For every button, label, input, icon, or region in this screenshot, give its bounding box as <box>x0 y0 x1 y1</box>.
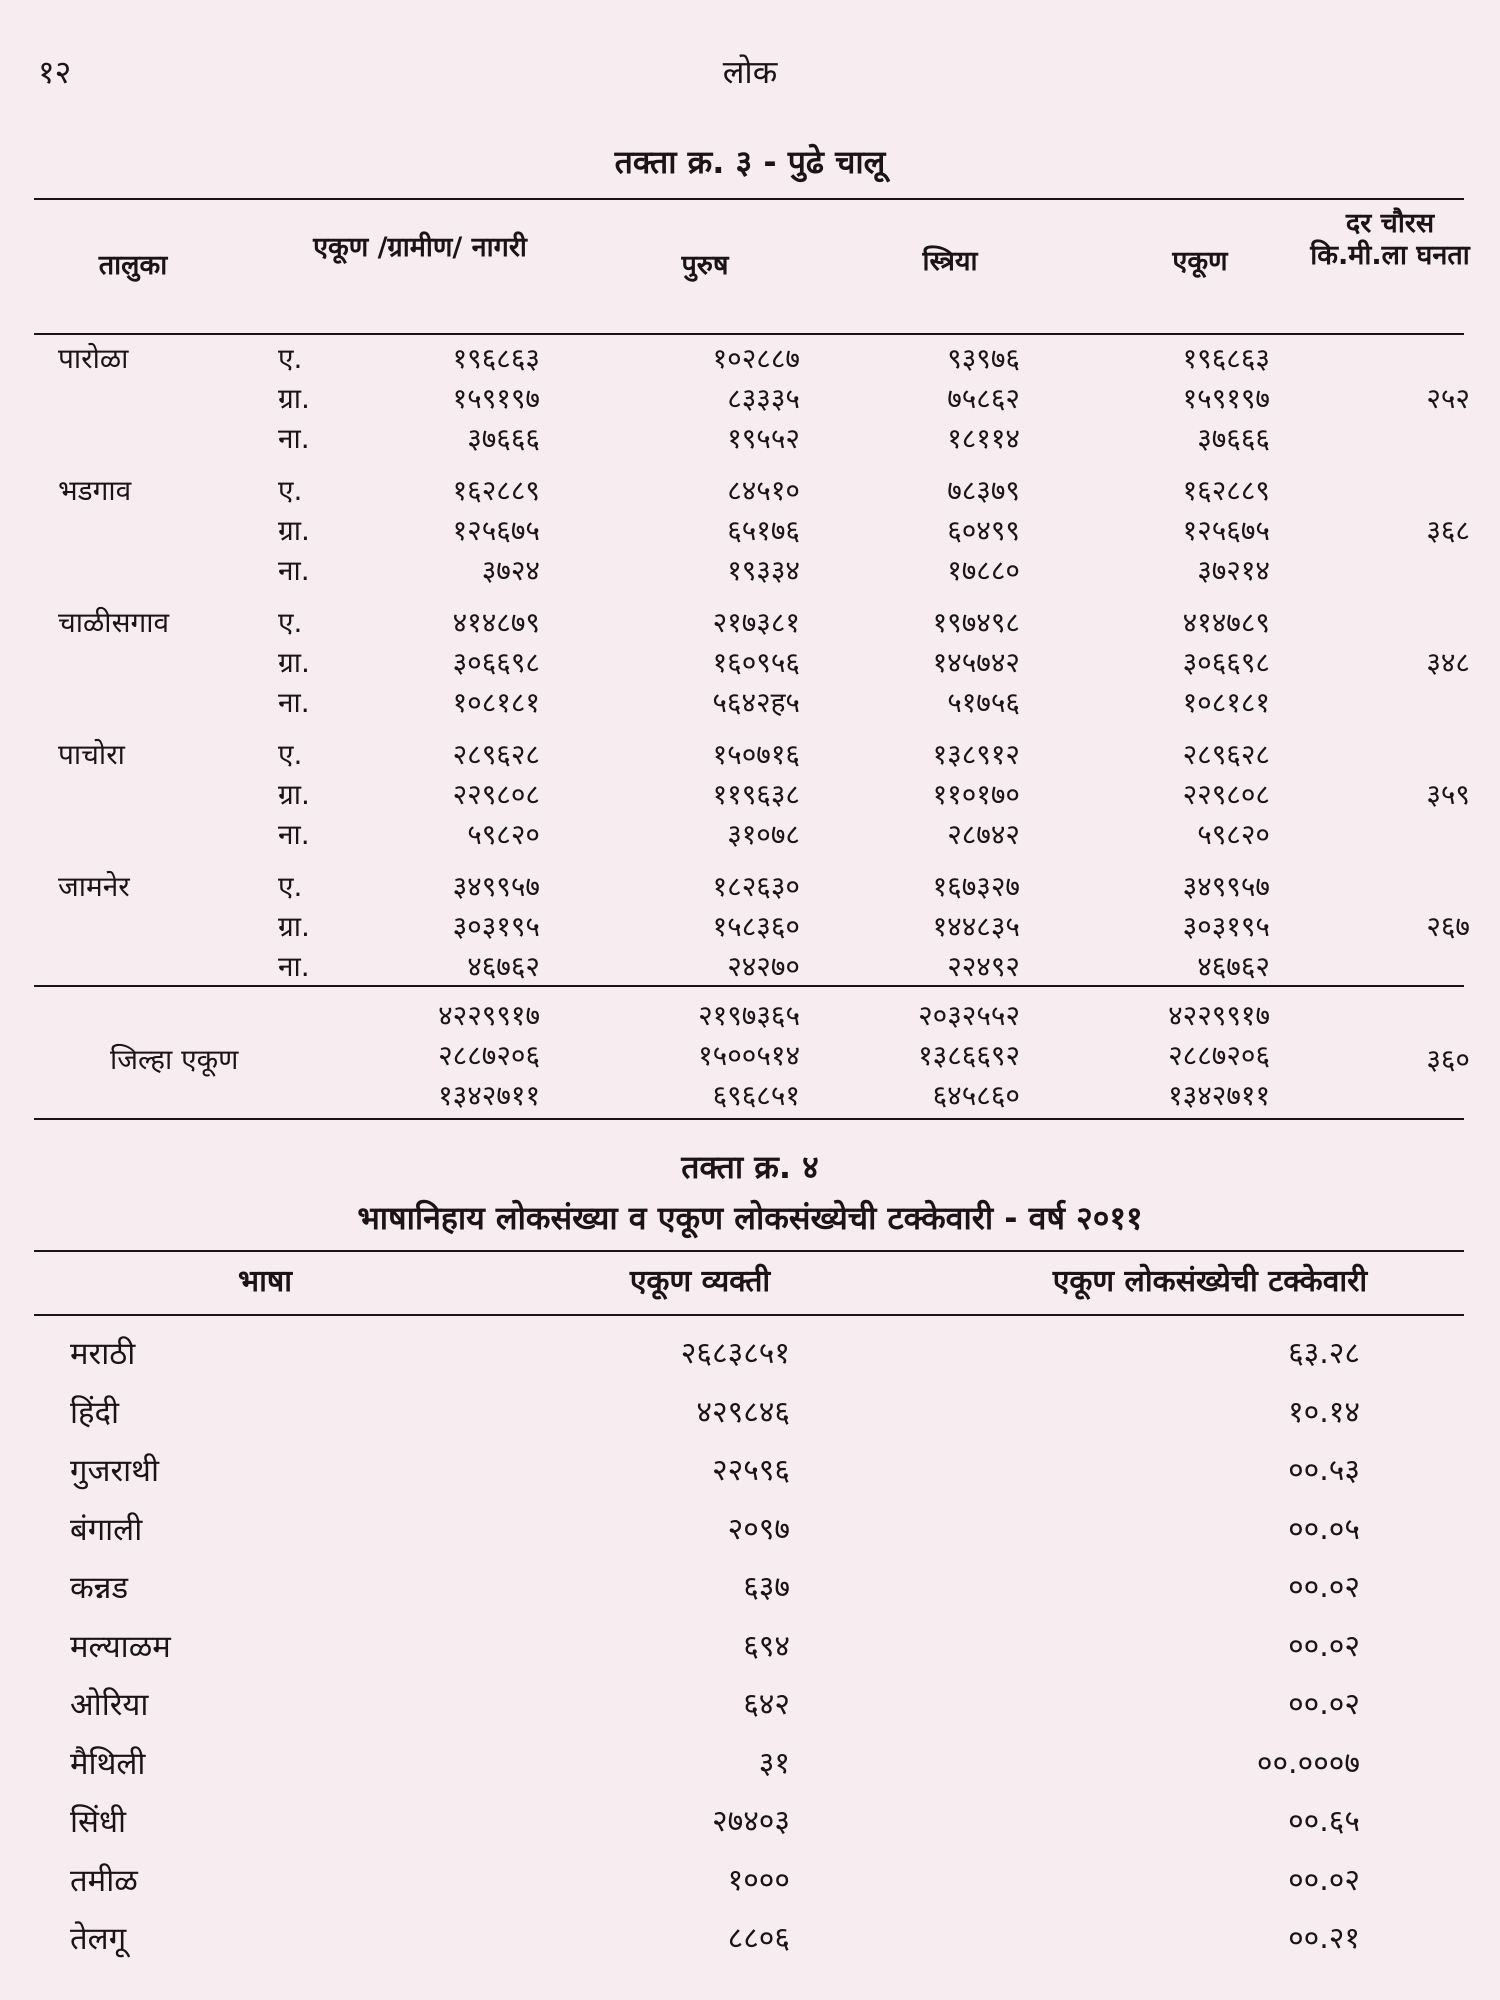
language-percent: ००.०२ <box>1288 1862 1360 1898</box>
header-language: भाषा <box>238 1264 292 1299</box>
cell-total: ४६७६२ <box>467 950 540 983</box>
cell-total: ३४९९५७ <box>452 870 540 903</box>
cell-female: ५१७५६ <box>947 686 1020 719</box>
header-density: दर चौरस कि.मी.ला घनता <box>1310 208 1470 271</box>
table4-top-rule <box>34 1250 1464 1252</box>
cell-sum: ४१४७८९ <box>1182 606 1270 639</box>
cell-sum: ३०६६९८ <box>1182 646 1270 679</box>
row-type: ग्रा. <box>278 646 310 679</box>
language-name: ओरिया <box>70 1687 149 1723</box>
cell-total: ५९८२० <box>467 818 540 851</box>
cell-female: २८७४२ <box>947 818 1020 851</box>
cell-sum: ३७६६६ <box>1197 422 1270 455</box>
language-persons: ३१ <box>758 1745 790 1781</box>
cell-sum: ३०३१९५ <box>1182 910 1270 943</box>
header-percent: एकूण लोकसंख्येची टक्केवारी <box>1052 1264 1368 1299</box>
header-persons: एकूण व्यक्ती <box>629 1264 771 1299</box>
table4-subtitle: भाषानिहाय लोकसंख्या व एकूण लोकसंख्येची टक्केवारी - वर्ष २०११ <box>357 1199 1143 1237</box>
table4-title: तक्ता क्र. ४ <box>681 1148 819 1186</box>
cell-male: ११९६३८ <box>712 778 800 811</box>
cell-total: १९६८६३ <box>452 342 540 375</box>
language-persons: ८८०६ <box>727 1921 790 1956</box>
table3-bottom-rule <box>34 1118 1464 1120</box>
district-cell-total: २८८७२०६ <box>438 1039 540 1072</box>
language-name: मराठी <box>70 1336 136 1372</box>
taluka-density: २६७ <box>1426 910 1470 943</box>
cell-sum: २८९६२८ <box>1182 738 1270 771</box>
language-persons: २६८३८५१ <box>680 1336 790 1371</box>
language-name: मैथिली <box>70 1745 146 1782</box>
district-cell-female: २०३२५५२ <box>918 999 1020 1032</box>
taluka-density: ३६८ <box>1426 514 1470 547</box>
cell-male: ८३३३५ <box>727 382 800 415</box>
header-male: पुरुष <box>681 250 729 281</box>
taluka-name: भडगाव <box>58 474 132 507</box>
district-cell-sum: ४२२९९१७ <box>1168 999 1270 1032</box>
cell-sum: ४६७६२ <box>1197 950 1270 983</box>
cell-male: १९३३४ <box>727 554 800 587</box>
language-percent: १०.१४ <box>1288 1394 1360 1430</box>
cell-female: ६०४९९ <box>947 514 1020 547</box>
district-total-label: जिल्हा एकूण <box>110 1043 239 1076</box>
cell-male: १९५५२ <box>727 422 800 455</box>
language-name: बंगाली <box>70 1511 143 1548</box>
district-cell-sum: २८८७२०६ <box>1168 1039 1270 1072</box>
table3-top-rule <box>34 198 1464 200</box>
row-type: ना. <box>278 818 310 851</box>
cell-male: ३१०७८ <box>727 818 800 851</box>
table3-title: तक्ता क्र. ३ - पुढे चालू <box>614 143 886 181</box>
language-percent: ००.०२ <box>1288 1687 1360 1722</box>
language-persons: ६४२ <box>743 1687 790 1722</box>
cell-female: ७५८६२ <box>947 382 1020 415</box>
cell-male: १५०७१६ <box>712 738 800 771</box>
cell-male: ६५१७६ <box>727 514 800 547</box>
language-name: मल्याळम <box>70 1628 171 1665</box>
table3-header-rule <box>34 333 1464 335</box>
cell-female: १८११४ <box>947 422 1020 455</box>
cell-sum: १२५६७५ <box>1182 514 1270 547</box>
language-persons: १००० <box>727 1862 790 1898</box>
cell-female: १७८८० <box>947 554 1020 587</box>
cell-male: २४२७० <box>727 950 800 983</box>
cell-female: १६७३२७ <box>932 870 1020 903</box>
district-cell-total: १३४२७११ <box>438 1079 540 1112</box>
row-type: ना. <box>278 554 310 587</box>
language-persons: ६३७ <box>743 1570 790 1605</box>
language-name: हिंदी <box>70 1394 119 1431</box>
cell-sum: ५९८२० <box>1197 818 1270 851</box>
taluka-density: ३५९ <box>1426 778 1470 811</box>
language-persons: ६९४ <box>743 1628 790 1664</box>
cell-total: १०८१८१ <box>452 686 540 719</box>
cell-male: १८२६३० <box>712 870 800 903</box>
cell-total: ३०६६९८ <box>452 646 540 679</box>
cell-total: १६२८८९ <box>452 474 540 507</box>
language-percent: ००.०२ <box>1288 1628 1360 1664</box>
row-type: ए. <box>278 738 303 771</box>
cell-sum: १०८१८१ <box>1182 686 1270 719</box>
row-type: ग्रा. <box>278 778 310 811</box>
cell-total: १५९१९७ <box>452 382 540 415</box>
header-total: एकूण <box>1172 246 1228 277</box>
cell-total: ३७६६६ <box>467 422 540 455</box>
district-cell-female: ६४५८६० <box>932 1079 1020 1112</box>
cell-male: १६०९५६ <box>712 646 800 679</box>
cell-sum: १६२८८९ <box>1182 474 1270 507</box>
taluka-name: पारोळा <box>58 342 129 375</box>
cell-sum: १५९१९७ <box>1182 382 1270 415</box>
cell-sum: १९६८६३ <box>1182 342 1270 375</box>
language-percent: ००.६५ <box>1288 1804 1360 1839</box>
taluka-density: २५२ <box>1426 382 1470 415</box>
row-type: ग्रा. <box>278 514 310 547</box>
row-type: ना. <box>278 686 310 719</box>
district-cell-male: ६९६८५१ <box>712 1079 800 1112</box>
row-type: ग्रा. <box>278 910 310 943</box>
cell-sum: २२९८०८ <box>1182 778 1270 811</box>
header-female: स्त्रिया <box>922 246 978 277</box>
cell-total: २२९८०८ <box>452 778 540 811</box>
district-cell-sum: १३४२७११ <box>1168 1079 1270 1112</box>
cell-female: १९७४९८ <box>932 606 1020 639</box>
cell-sum: ३७२१४ <box>1197 554 1270 587</box>
page-number: १२ <box>38 53 72 91</box>
language-persons: २२५९६ <box>712 1453 790 1488</box>
cell-total: ४१४८७९ <box>452 606 540 639</box>
district-cell-total: ४२२९९१७ <box>438 999 540 1032</box>
cell-female: १४४८३५ <box>932 910 1020 943</box>
cell-female: १४५७४२ <box>932 646 1020 679</box>
language-name: गुजराथी <box>70 1453 160 1489</box>
district-cell-male: १५००५१४ <box>698 1039 800 1072</box>
row-type: ग्रा. <box>278 382 310 415</box>
cell-male: १५८३६० <box>712 910 800 943</box>
running-head: लोक <box>722 53 778 91</box>
language-persons: २०९७ <box>727 1511 790 1547</box>
table3-district-rule <box>34 985 1464 987</box>
language-name: तमीळ <box>70 1862 138 1899</box>
row-type: ना. <box>278 950 310 983</box>
row-type: ना. <box>278 422 310 455</box>
cell-total: ३०३१९५ <box>452 910 540 943</box>
row-type: ए. <box>278 342 303 375</box>
taluka-name: चाळीसगाव <box>58 606 170 639</box>
taluka-name: पाचोरा <box>58 738 125 771</box>
language-persons: २७४०३ <box>712 1804 790 1839</box>
language-persons: ४२९८४६ <box>696 1394 790 1430</box>
cell-total: २८९६२८ <box>452 738 540 771</box>
language-name: तेलगू <box>70 1921 127 1957</box>
cell-female: २२४९२ <box>947 950 1020 983</box>
row-type: ए. <box>278 606 303 639</box>
cell-male: २१७३८१ <box>712 606 800 639</box>
language-name: सिंधी <box>70 1804 127 1840</box>
language-percent: ००.०२ <box>1288 1570 1360 1605</box>
table4-header-rule <box>34 1314 1464 1316</box>
cell-female: ७८३७९ <box>947 474 1020 507</box>
district-cell-male: २१९७३६५ <box>698 999 800 1032</box>
row-type: ए. <box>278 474 303 507</box>
cell-sum: ३४९९५७ <box>1182 870 1270 903</box>
district-density: ३६० <box>1426 1043 1470 1076</box>
language-percent: ६३.२८ <box>1288 1336 1360 1371</box>
cell-male: ८४५१० <box>727 474 800 507</box>
header-taluka: तालुका <box>98 250 168 281</box>
cell-female: ९३९७६ <box>947 342 1020 375</box>
cell-total: ३७२४ <box>481 554 540 587</box>
language-name: कन्नड <box>70 1570 129 1606</box>
header-type: एकूण /ग्रामीण/ नागरी <box>313 232 527 263</box>
language-percent: ००.५३ <box>1288 1453 1360 1488</box>
taluka-name: जामनेर <box>58 870 130 903</box>
cell-male: ५६४२ह५ <box>712 686 800 719</box>
cell-female: १३८९१२ <box>932 738 1020 771</box>
cell-total: १२५६७५ <box>452 514 540 547</box>
language-percent: ००.०००७ <box>1256 1745 1360 1781</box>
language-percent: ००.२१ <box>1288 1921 1360 1956</box>
cell-male: १०२८८७ <box>712 342 800 375</box>
taluka-density: ३४८ <box>1426 646 1470 679</box>
language-percent: ००.०५ <box>1288 1511 1360 1547</box>
row-type: ए. <box>278 870 303 903</box>
cell-female: ११०१७० <box>932 778 1020 811</box>
district-cell-female: १३८६६९२ <box>918 1039 1020 1072</box>
